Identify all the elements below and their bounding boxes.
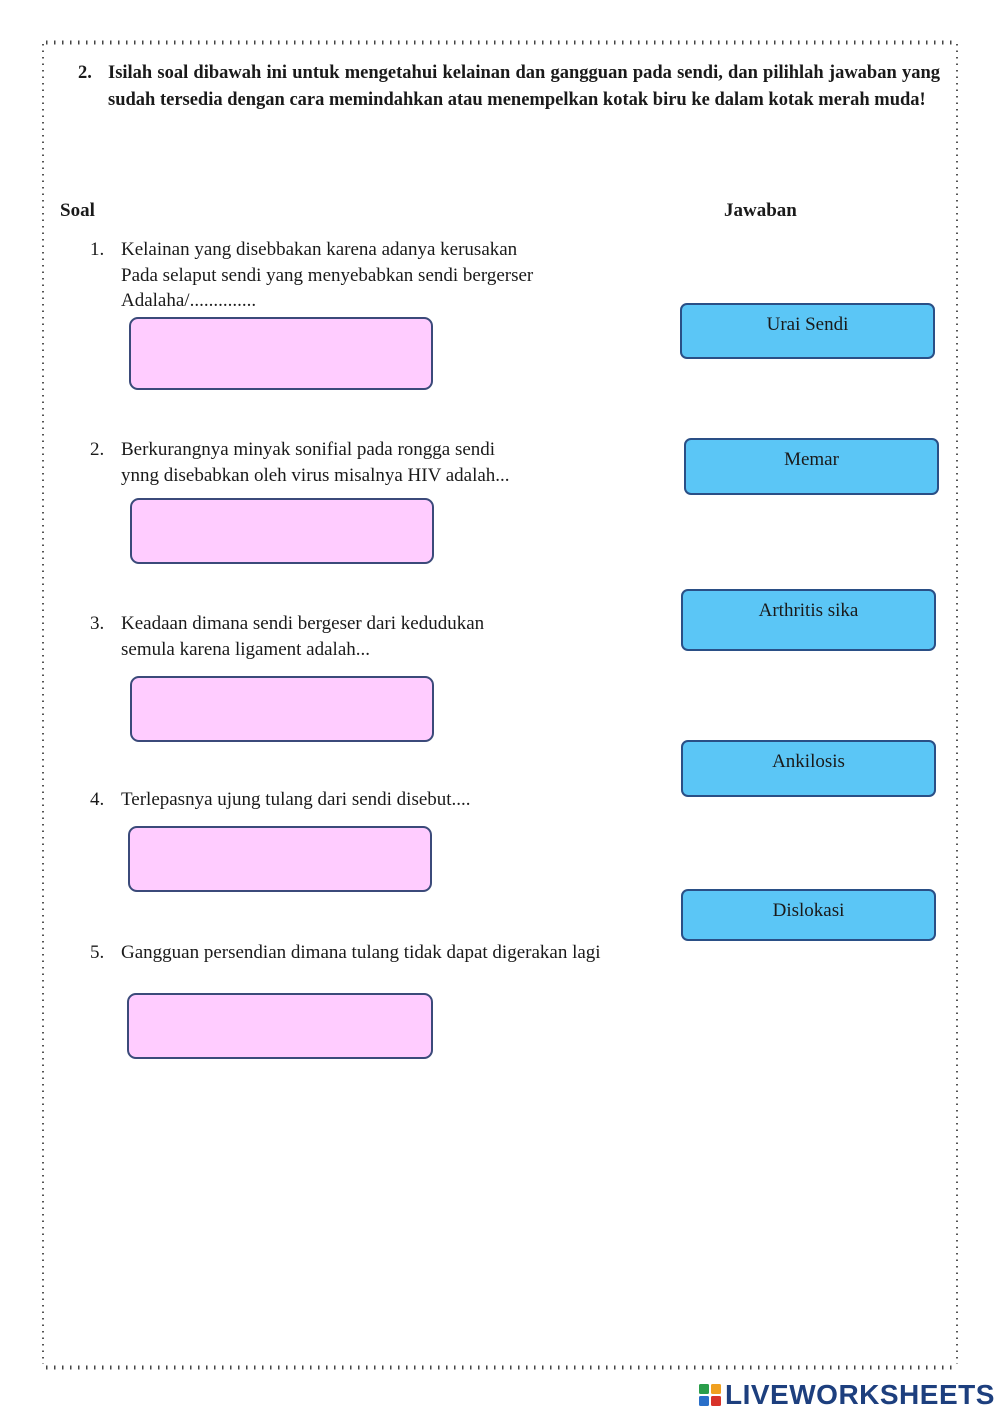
frame-left-border	[41, 44, 45, 1364]
frame-top-border	[46, 40, 956, 45]
question-number: 4.	[90, 789, 105, 810]
instruction-text: Isilah soal dibawah ini untuk mengetahui kelainan dan gangguan pada sendi, dan pilihlah jawaban yang sudah tersedia dengan cara memindahkan atau menempelkan kotak biru ke dalam kotak merah muda!	[108, 63, 940, 110]
answer-memar[interactable]: Memar	[684, 438, 939, 495]
drop-box-5[interactable]	[127, 993, 433, 1059]
question-line: Keadaan dimana sendi bergeser dari kedudukan	[121, 613, 485, 634]
answer-dislokasi[interactable]: Dislokasi	[681, 889, 936, 941]
logo-text: LIVEWORKSHEETS	[725, 1379, 995, 1410]
question-number: 2.	[90, 439, 105, 460]
drop-box-1[interactable]	[129, 317, 433, 390]
drop-box-2[interactable]	[130, 498, 434, 564]
jawaban-header: Jawaban	[724, 200, 797, 221]
frame-bottom-border	[46, 1365, 956, 1370]
question-number: 5.	[90, 942, 105, 963]
question-line: Berkurangnya minyak sonifial pada rongga sendi	[121, 439, 496, 460]
question-number: 1.	[90, 239, 105, 260]
drop-box-4[interactable]	[128, 826, 432, 892]
answer-arthritis-sika[interactable]: Arthritis sika	[681, 589, 936, 651]
question-line: ynng disebabkan oleh virus misalnya HIV adalah...	[121, 464, 510, 486]
question-line: Terlepasnya ujung tulang dari sendi disebut....	[121, 789, 471, 810]
instruction	[78, 60, 940, 114]
question-line: Kelainan yang disebbakan karena adanya kerusakan	[121, 239, 518, 260]
question-line: Gangguan persendian dimana tulang tidak dapat digerakan lagi	[121, 942, 601, 963]
answer-ankilosis[interactable]: Ankilosis	[681, 740, 936, 797]
instruction-number: 2.	[78, 63, 92, 83]
question-number: 3.	[90, 613, 105, 634]
answer-urai-sendi[interactable]: Urai Sendi	[680, 303, 935, 359]
question-line: Adalaha/..............	[121, 290, 257, 311]
question-1	[90, 237, 650, 314]
logo-grid-icon	[698, 1383, 722, 1407]
question-4	[90, 787, 650, 813]
question-5	[90, 940, 690, 966]
question-line: Pada selaput sendi yang menyebabkan sendi bergerser	[121, 264, 534, 286]
soal-header: Soal	[60, 200, 95, 221]
frame-right-border	[955, 44, 959, 1364]
drop-box-3[interactable]	[130, 676, 434, 742]
question-2	[90, 437, 650, 488]
question-3	[90, 611, 650, 662]
question-line: semula karena ligament adalah...	[121, 638, 371, 660]
liveworksheets-logo	[698, 1380, 995, 1410]
